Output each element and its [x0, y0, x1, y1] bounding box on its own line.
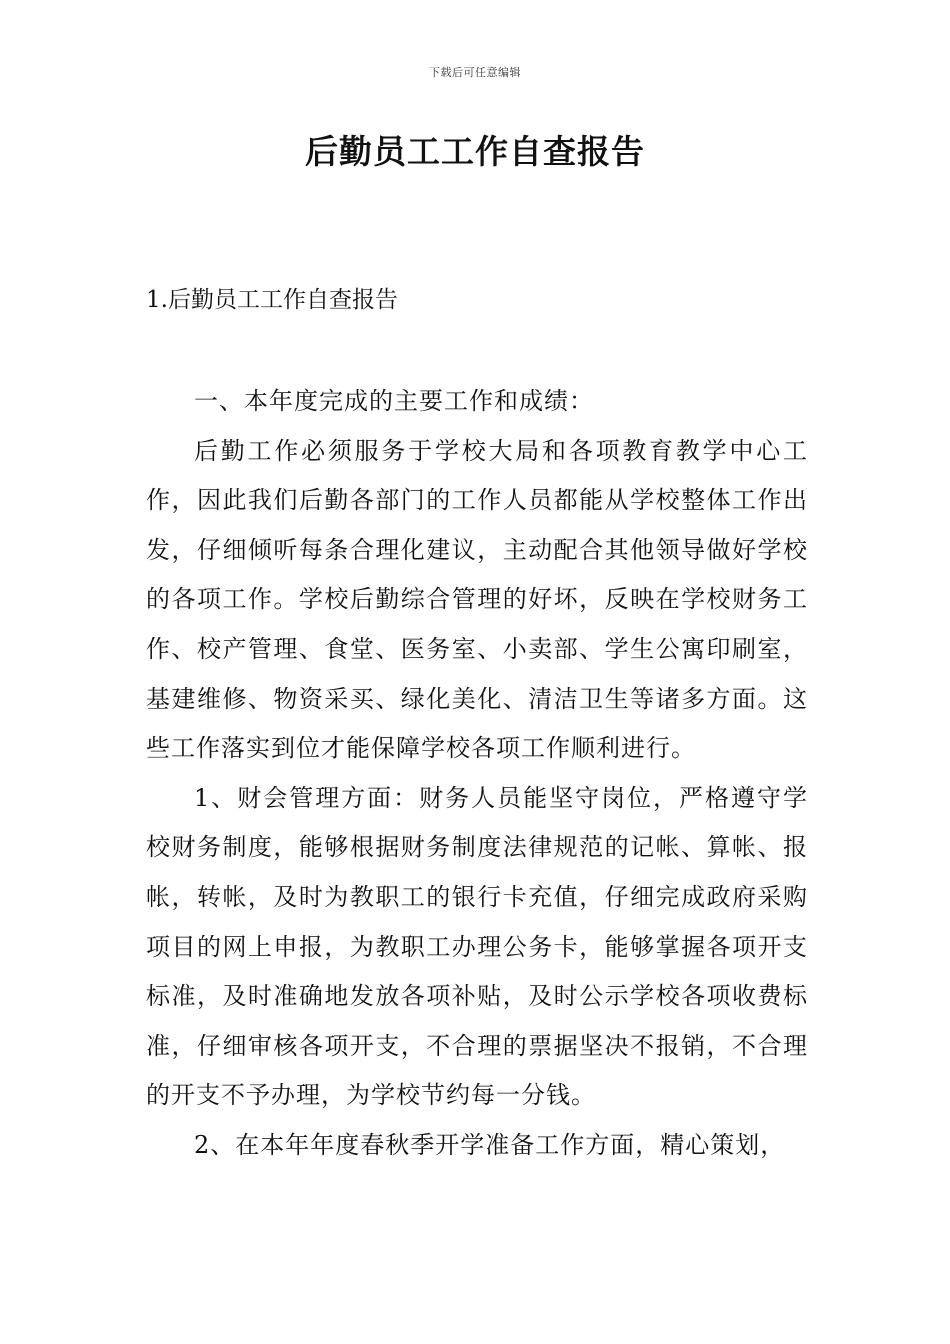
header-note: 下载后可任意编辑 [429, 66, 521, 79]
paragraph-finance-management: 1、财会管理方面：财务人员能坚守岗位，严格遵守学校财务制度，能够根据财务制度法律规范的记帐、算帐、报帐，转帐，及时为教职工的银行卡充值，仔细完成政府采购项目的网上申报，为教职工办理公务卡，能够掌握各项开支标准，及时准确地发放各项补贴，及时公示学校各项收费标准，仔细审核各项开支，不合理的票据坚决不报销，不合理的开支不予办理，为学校节约每一分钱。 [146, 783, 808, 1110]
section-heading: 1.后勤员工工作自查报告 [146, 287, 398, 313]
document-title: 后勤员工工作自查报告 [305, 132, 645, 171]
body-text [146, 377, 808, 1171]
paragraph-logistics-overview: 后勤工作必须服务于学校大局和各项教育教学中心工作，因此我们后勤各部门的工作人员都能从学校整体工作出发，仔细倾听每条合理化建议，主动配合其他领导做好学校的各项工作。学校后勤综合管理的好坏，反映在学校财务工作、校产管理、食堂、医务室、小卖部、学生公寓印刷室，基建维修、物资采买、绿化美化、清洁卫生等诸多方面。这些工作落实到位才能保障学校各项工作顺利进行。 [146, 436, 808, 763]
paragraph-semester-preparation: 2、在本年年度春秋季开学准备工作方面，精心策划， [194, 1130, 786, 1159]
paragraph-heading-achievements: 一、本年度完成的主要工作和成绩： [194, 387, 594, 415]
